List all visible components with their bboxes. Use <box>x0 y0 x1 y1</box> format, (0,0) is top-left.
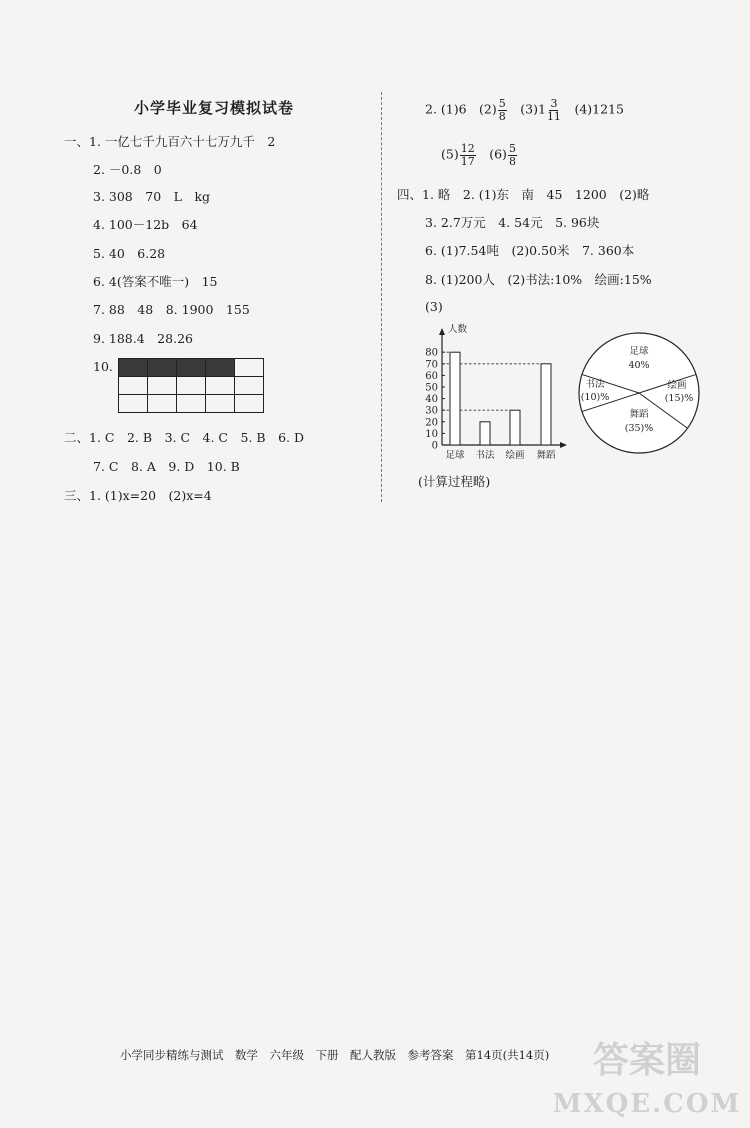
pie-slice-value: (35)% <box>624 423 654 434</box>
grid-cell <box>148 395 177 413</box>
pie-slice-label: 舞蹈 <box>629 409 649 420</box>
grid-cell <box>235 395 264 413</box>
answer-line: 4. 100－12b 64 <box>93 217 198 232</box>
pie-slice-value: (15)% <box>664 393 694 404</box>
x-tick-label: 书法 <box>475 450 495 461</box>
watermark-logo <box>552 1030 742 1122</box>
y-axis-label: 人数 <box>448 324 468 335</box>
watermark-top: 答案圈 <box>592 1039 702 1081</box>
bar-足球 <box>450 352 460 445</box>
y-tick-label: 0 <box>431 440 438 452</box>
pie-slice-value: 40% <box>628 360 650 371</box>
pie-chart <box>576 330 702 456</box>
grid-cell-shaded <box>148 359 177 377</box>
bar-舞蹈 <box>541 364 551 445</box>
grid-cell <box>206 395 235 413</box>
answer-line: 10. <box>93 359 113 374</box>
y-tick-label: 30 <box>425 405 438 417</box>
grid-cell <box>235 359 264 377</box>
grid-cell <box>119 377 148 395</box>
bar-chart <box>415 318 580 463</box>
y-tick-label: 70 <box>425 359 438 371</box>
y-tick-label: 60 <box>425 370 438 382</box>
y-tick-label: 40 <box>425 394 438 406</box>
answer-line: 2. －0.8 0 <box>93 162 162 177</box>
answer-line: 9. 188.4 28.26 <box>93 331 193 346</box>
answer-line: (5) $\frac{12}{17}$ (6) $\frac{5}{8}$ <box>441 142 516 168</box>
y-tick-label: 20 <box>425 417 438 429</box>
grid-cell <box>177 377 206 395</box>
shaded-grid <box>118 358 264 413</box>
pie-slice-value: (10)% <box>580 392 610 403</box>
answer-line: 7. 88 48 8. 1900 155 <box>93 302 250 317</box>
fraction: $\frac{3}{11}$ <box>546 97 561 123</box>
answer-line: 3. 2.7万元 4. 54元 5. 96块 <box>425 215 600 230</box>
bar-绘画 <box>510 410 520 445</box>
grid-cell <box>148 377 177 395</box>
watermark-bottom: MXQE.COM <box>552 1089 742 1119</box>
y-tick-label: 50 <box>425 382 438 394</box>
answer-line: 2. (1)6 (2) $\frac{5}{8}$ (3)1 $\frac{3}{11}$ (4)1215 <box>425 97 624 123</box>
pie-slice-label: 书法 <box>585 379 605 390</box>
y-axis-arrow <box>439 328 445 335</box>
grid-cell-shaded <box>119 359 148 377</box>
y-tick-label: 10 <box>425 428 438 440</box>
answer-line: 三、1. (1)x=20 (2)x=4 <box>64 488 212 503</box>
grid-cell <box>177 395 206 413</box>
x-tick-label: 绘画 <box>505 450 525 461</box>
grid-cell-shaded <box>206 359 235 377</box>
answer-line: 四、1. 略 2. (1)东 南 45 1200 (2)略 <box>397 187 650 202</box>
x-tick-label: 舞蹈 <box>536 450 556 461</box>
x-axis-arrow <box>560 442 567 448</box>
grid-cell <box>206 377 235 395</box>
x-tick-label: 足球 <box>445 450 465 461</box>
bar-书法 <box>480 422 490 445</box>
answer-line: 8. (1)200人 (2)书法:10% 绘画:15% <box>425 272 652 287</box>
page-footer: 小学同步精练与测试 数学 六年级 下册 配人教版 参考答案 第14页(共14页) <box>120 1048 550 1062</box>
answer-line: 二、1. C 2. B 3. C 4. C 5. B 6. D <box>64 430 304 445</box>
fraction: $\frac{5}{8}$ <box>498 97 506 123</box>
column-divider <box>381 92 382 502</box>
page-title: 小学毕业复习模拟试卷 <box>134 99 295 117</box>
grid-cell <box>235 377 264 395</box>
answer-line: 一、1. 一亿七千九百六十七万九千 2 <box>64 134 276 149</box>
answer-line: 6. 4(答案不唯一) 15 <box>93 274 218 289</box>
answer-line: 5. 40 6.28 <box>93 246 166 261</box>
fraction: $\frac{5}{8}$ <box>508 142 516 168</box>
note-text: (计算过程略) <box>418 474 491 489</box>
answer-line: 3. 308 70 L kg <box>93 189 211 204</box>
grid-cell-shaded <box>177 359 206 377</box>
fraction: $\frac{12}{17}$ <box>460 142 475 168</box>
pie-slice-label: 足球 <box>629 346 649 357</box>
answer-line: 7. C 8. A 9. D 10. B <box>93 459 240 474</box>
answer-line: 6. (1)7.54吨 (2)0.50米 7. 360本 <box>425 243 635 258</box>
grid-cell <box>119 395 148 413</box>
y-tick-label: 80 <box>425 347 438 359</box>
answer-line: (3) <box>425 299 443 314</box>
pie-slice-label: 绘画 <box>667 380 687 391</box>
